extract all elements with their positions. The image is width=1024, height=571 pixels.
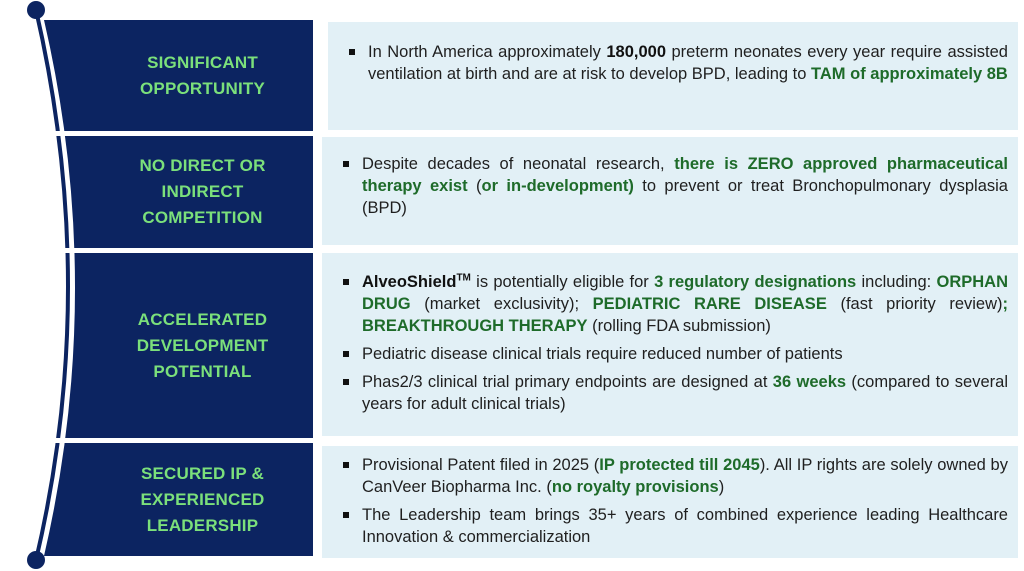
- bullet-text-run: PEDIATRIC RARE DISEASE: [592, 295, 827, 313]
- label-line: LEADERSHIP: [146, 515, 259, 535]
- bullet-text-run: ): [718, 478, 725, 496]
- bullet-list: [338, 41, 1008, 85]
- label-text: [140, 461, 264, 539]
- bullet-item: [338, 41, 1008, 85]
- row-label-secured-ip-leadership: [92, 443, 313, 556]
- bullet-item: [332, 504, 1008, 548]
- bullet-text-run: TAM of approximately 8B: [811, 65, 1008, 83]
- bullet-text-run: to prevent or treat Bronchopulmonary dysplasia (BPD): [362, 177, 1008, 217]
- label-text: [137, 307, 269, 385]
- bullet-text-run: In North America approximately: [368, 43, 607, 61]
- bullet-text-run: preterm neonates every year require assisted ventilation at birth and are at risk to develop BPD, leading to: [368, 43, 1008, 83]
- label-line: SIGNIFICANT: [147, 52, 258, 72]
- bullet-text-run: IP protected till 2045: [599, 456, 760, 474]
- row-label-accelerated-development: [92, 253, 313, 438]
- content-box-no-direct-competition: [322, 137, 1018, 245]
- row-label-no-direct-competition: [92, 136, 313, 248]
- bullet-item: [332, 343, 1008, 365]
- bullet-text-run: ORPHAN DRUG: [362, 273, 1009, 313]
- bullet-item: [332, 454, 1008, 498]
- bullet-text-run: (: [467, 177, 482, 195]
- bullet-list: [332, 153, 1008, 219]
- content-box-significant-opportunity: [328, 22, 1018, 130]
- label-line: OPPORTUNITY: [140, 78, 265, 98]
- bullet-text-run: 3 regulatory designations: [654, 273, 857, 291]
- bullet-text-run: there is ZERO approved pharmaceutical therapy exist: [362, 155, 1008, 195]
- bullet-text-run: Despite decades of neonatal research,: [362, 155, 675, 173]
- row-label-significant-opportunity: [92, 20, 313, 131]
- bullet-text-run: Phas2/3 clinical trial primary endpoints are designed at: [362, 373, 773, 391]
- label-line: SECURED IP &: [140, 463, 264, 483]
- label-text: [140, 50, 265, 102]
- bullet-text-run: is potentially eligible for: [470, 273, 655, 291]
- bullet-text-run: ; BREAKTHROUGH THERAPY: [362, 295, 1008, 335]
- bullet-text-run: (compared to several years for adult clinical trials): [362, 373, 1008, 413]
- bullet-text-run: Provisional Patent filed in 2025 (: [362, 456, 600, 474]
- content-box-accelerated-development: [322, 253, 1018, 436]
- bullet-text-run: ). All IP rights are solely owned by CanVeer Biopharma Inc. (: [362, 456, 1008, 496]
- bullet-item: [332, 153, 1008, 219]
- timeline-dot-top: [27, 1, 45, 19]
- bullet-text-run: AlveoShield: [362, 273, 457, 291]
- timeline-dot-bottom: [27, 551, 45, 569]
- bullet-text-run: (market exclusivity);: [410, 295, 593, 313]
- label-line: DEVELOPMENT: [136, 335, 269, 355]
- content-box-secured-ip-leadership: [322, 446, 1018, 558]
- bullet-text-run: (rolling FDA submission): [587, 317, 771, 335]
- label-line: ACCELERATED: [137, 309, 268, 329]
- bullet-item: [332, 371, 1008, 415]
- label-line: INDIRECT: [161, 182, 244, 201]
- label-line: POTENTIAL: [153, 361, 252, 381]
- bullet-text-run: TM: [456, 272, 471, 284]
- bullet-text-run: The Leadership team brings 35+ years of combined experience leading Healthcare Innovation & commercialization: [362, 506, 1008, 546]
- bullet-item: [332, 271, 1008, 337]
- bullet-text-run: or in-development): [481, 177, 634, 195]
- label-line: EXPERIENCED: [140, 489, 265, 509]
- bullet-text-run: including:: [856, 273, 937, 291]
- bullet-text-run: 36 weeks: [772, 373, 847, 391]
- bullet-list: [332, 454, 1008, 548]
- bullet-text-run: Pediatric disease clinical trials require reduced number of patients: [362, 345, 843, 363]
- bullet-list: [332, 271, 1008, 415]
- bullet-text-run: (fast priority review): [826, 295, 1003, 313]
- label-text: [139, 153, 265, 231]
- label-line: COMPETITION: [142, 208, 263, 227]
- label-line: NO DIRECT OR: [139, 156, 266, 175]
- bullet-text-run: 180,000: [606, 43, 667, 61]
- bullet-text-run: no royalty provisions: [551, 478, 719, 496]
